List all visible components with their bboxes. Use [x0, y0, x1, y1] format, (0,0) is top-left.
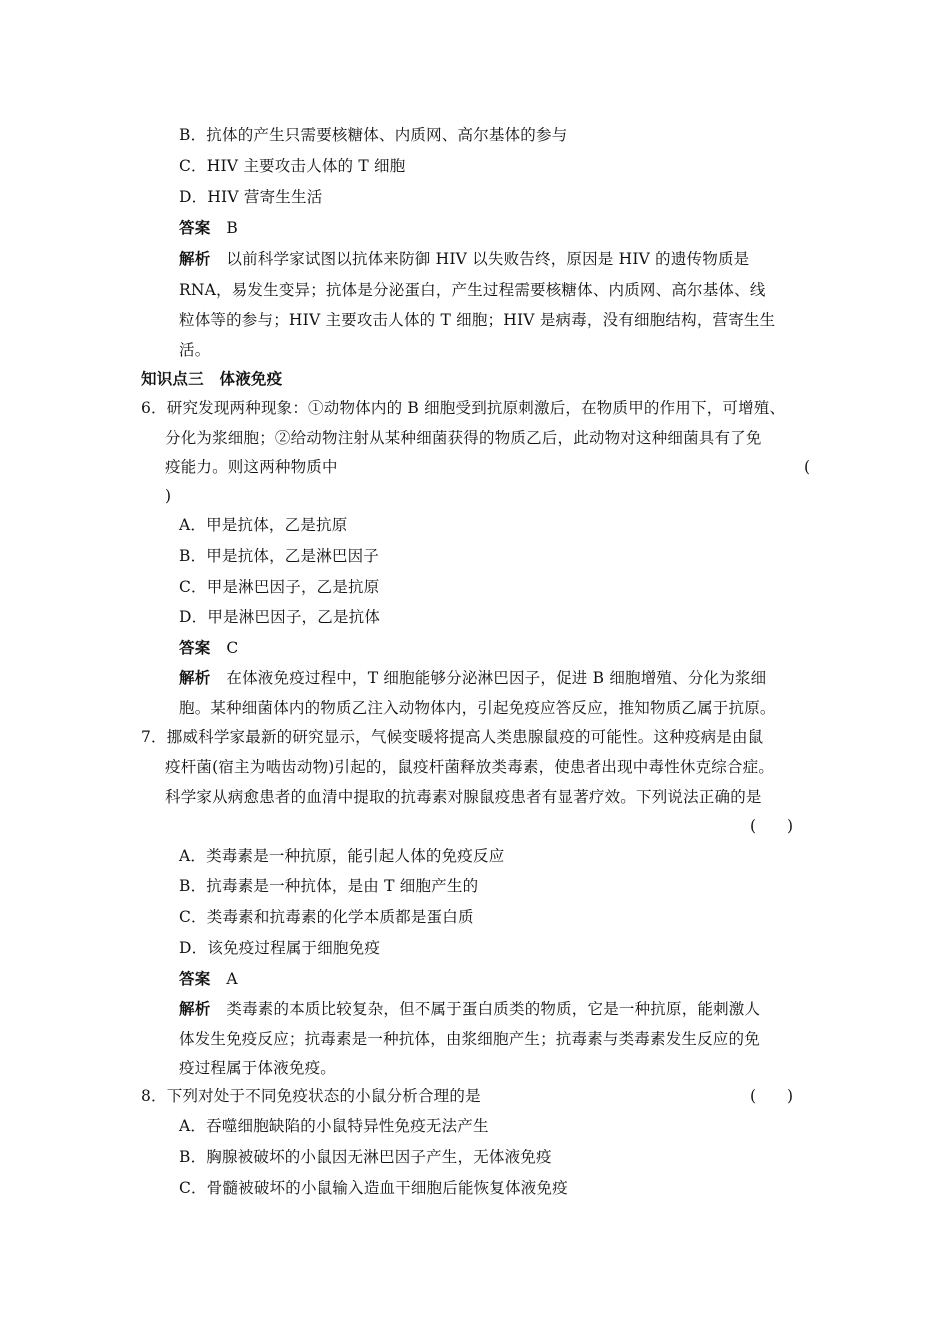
q6-explanation-line-1: 解析 在体液免疫过程中，T 细胞能够分泌淋巴因子，促进 B 细胞增殖、分化为浆细: [179, 668, 767, 687]
q7-explanation-line-3: 疫过程属于体液免疫。: [179, 1059, 337, 1077]
q5-option-c: C．HIV 主要攻击人体的 T 细胞: [179, 157, 406, 175]
q6-option-d: D．甲是淋巴因子，乙是抗体: [179, 608, 381, 626]
explanation-label: 解析: [179, 999, 211, 1018]
q6-option-a: A．甲是抗体，乙是抗原: [179, 516, 348, 534]
q8-option-a: A．吞噬细胞缺陷的小鼠特异性免疫无法产生: [179, 1117, 489, 1135]
q8-option-c: C．骨髓被破坏的小鼠输入造血干细胞后能恢复体液免疫: [179, 1179, 568, 1197]
q6-option-c: C．甲是淋巴因子，乙是抗原: [179, 578, 380, 596]
q6-answer: [179, 638, 238, 658]
answer-label: 答案: [179, 218, 211, 237]
q7-option-c: C．类毒素和抗毒素的化学本质都是蛋白质: [179, 908, 474, 926]
answer-value: A: [226, 970, 238, 988]
q7-option-a: A．类毒素是一种抗原，能引起人体的免疫反应: [179, 847, 505, 865]
section-title: 知识点三 体液免疫: [141, 369, 283, 388]
q5-explanation-line-1: 解析 以前科学家试图以抗体来防御 HIV 以失败告终，原因是 HIV 的遗传物质是: [179, 249, 750, 268]
explanation-label: 解析: [179, 668, 211, 687]
q8-answer-paren: ( ): [750, 1087, 794, 1105]
q5-explanation-line-3: 粒体等的参与；HIV 主要攻击人体的 T 细胞；HIV 是病毒，没有细胞结构，营寄生生: [179, 311, 776, 329]
q7-option-b: B．抗毒素是一种抗体，是由 T 细胞产生的: [179, 877, 479, 895]
answer-value: B: [226, 219, 238, 237]
q6-stem-line-2: 分化为浆细胞；②给动物注射从某种细菌获得的物质乙后，此动物对这种细菌具有了免: [165, 429, 762, 447]
q8-stem: 8．下列对处于不同免疫状态的小鼠分析合理的是: [141, 1087, 481, 1105]
answer-label: 答案: [179, 969, 211, 988]
q5-explanation-line-2: RNA，易发生变异；抗体是分泌蛋白，产生过程需要核糖体、内质网、高尔基体、线: [179, 281, 766, 299]
q6-option-b: B．甲是抗体，乙是淋巴因子: [179, 547, 379, 565]
q6-explanation-line-2: 胞。某种细菌体内的物质乙注入动物体内，引起免疫应答反应，推知物质乙属于抗原。: [179, 699, 776, 717]
q7-answer-paren: ( ): [750, 817, 794, 835]
q8-option-b: B．胸腺被破坏的小鼠因无淋巴因子产生，无体液免疫: [179, 1148, 552, 1166]
answer-value: C: [226, 639, 239, 657]
q5-option-b: B．抗体的产生只需要核糖体、内质网、高尔基体的参与: [179, 126, 568, 144]
explanation-label: 解析: [179, 249, 211, 268]
q5-answer: [179, 218, 238, 238]
q6-stem-line-1: 6．研究发现两种现象：①动物体内的 B 细胞受到抗原刺激后，在物质甲的作用下，可增殖、: [141, 399, 786, 417]
q6-stem-line-3: 疫能力。则这两种物质中: [165, 458, 338, 476]
q6-answer-paren-close: ): [165, 487, 172, 505]
q7-option-d: D．该免疫过程属于细胞免疫: [179, 939, 381, 957]
answer-label: 答案: [179, 638, 211, 657]
q7-explanation-line-1: 解析 类毒素的本质比较复杂，但不属于蛋白质类的物质，它是一种抗原，能刺激人: [179, 999, 761, 1018]
q5-explanation-line-4: 活。: [179, 341, 211, 359]
q7-stem-line-3: 科学家从病愈患者的血清中提取的抗毒素对腺鼠疫患者有显著疗效。下列说法正确的是: [165, 788, 762, 806]
q7-explanation-line-2: 体发生免疫反应；抗毒素是一种抗体，由浆细胞产生；抗毒素与类毒素发生反应的免: [179, 1030, 760, 1048]
q6-answer-paren-open: (: [804, 458, 811, 476]
q5-option-d: D．HIV 营寄生生活: [179, 188, 323, 206]
q7-stem-line-1: 7．挪威科学家最新的研究显示，气候变暖将提高人类患腺鼠疫的可能性。这种疫病是由鼠: [141, 728, 764, 746]
q7-answer: [179, 969, 238, 989]
q7-stem-line-2: 疫杆菌(宿主为啮齿动物)引起的，鼠疫杆菌释放类毒素，使患者出现中毒性休克综合症。: [165, 758, 775, 776]
